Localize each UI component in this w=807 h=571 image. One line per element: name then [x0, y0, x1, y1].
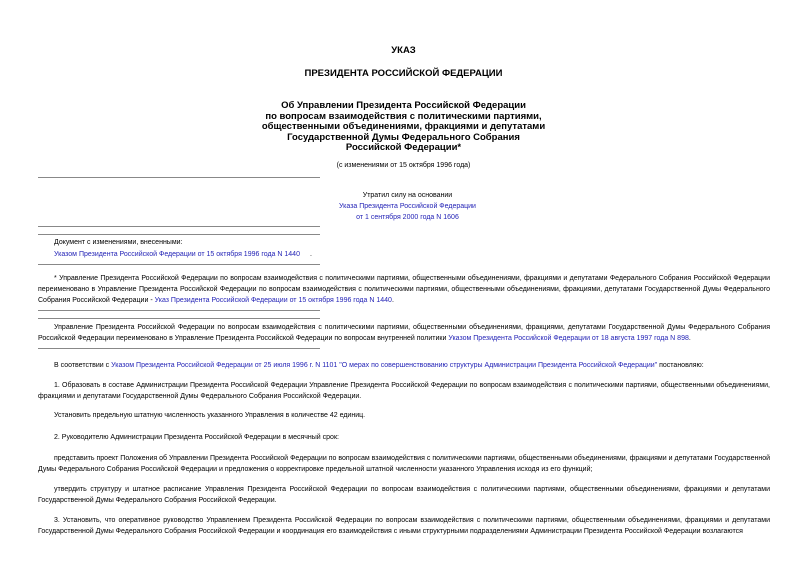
divider — [38, 234, 320, 235]
paragraph-3: 3. Установить, что оперативное руководство Управлением Президента Российской Федерации по вопросам взаимодействия с политическими партиями, общественными объединениями, фракциями и депутатами Государственной Думы Федерального Собрания Российской Федерации и координация его взаимодействия с иными структурными подразделениями Администрации Президента Российской Федерации возлагаются — [38, 517, 770, 535]
title-line: по вопросам взаимодействия с политическими партиями, — [265, 110, 542, 122]
preamble-link-title[interactable]: "О мерах по совершенствованию структуры Администрации Президента Российской Федерации" — [339, 362, 658, 369]
title-line: Российской Федерации* — [345, 142, 462, 154]
title-line: Об Управлении Президента Российской Федерации — [281, 100, 526, 111]
title-line: Государственной Думы Федерального Собрания — [287, 131, 520, 143]
lost-force-link-date[interactable]: от 1 сентября 2000 года N 1606 — [356, 214, 459, 221]
document-page: УКАЗ ПРЕЗИДЕНТА РОССИЙСКОЙ ФЕДЕРАЦИИ Об Управлении Президента Российской Федерации по вопросам взаимодействия с политическими партиями, общественными объединениями, фракциями и депутатами Государственной Думы Федерального Собрания Российской Федерации* (с изменениями от 15 октября 1996 года) Утратил силу на основании Указа Президента Российской Федерации от 1 сентября 2000 года N 1606 Документ с изменениями, внесенными: Указом Президента Российской Федерации от 15 октября 1996 года N 1440 . * Управление Президента Российской Федерации по вопросам взаимодействия с политическими партиями, общественными объединениями, фракциями и депутатами Федерального Собрания Российской Федерации переименовано в Управление Президента Российской Федерации по вопросам взаимодействия с политическими партиями, общественными объединениями, фракциями, депутатами Государственной Думы Федерального Собрания Российской Федерации - Указ Президента Российской Федерации от 15 октября 1996 года N 1440. Управление Президента Российской Федерации по вопросам взаимодействия с политическими партиями, общественными объединениями, фракциями, депутатами Государственной Думы Федерального Собрания Российской Федерации переименовано в Управление Президента Российской Федерации по вопросам внутренней политики Указом Президента Российской Федерации от 18 августа 1997 года N 898. В соответствии с Указом Президента Российской Федерации от 25 июля 1996 г. N 1101 "О мерах по совершенствованию структуры Администрации Президента Российской Федерации" постановляю: 1. Образовать в составе Администрации Президента Российской Федерации Управление Президента Российской Федерации по вопросам взаимодействия с политическими партиями, общественными объединениями, фракциями и депутатами Государственной Думы Федерального Собрания Российской Федерации. Установить предельную штатную численность указанного Управления в количестве 42 единиц. 2. Руководителю Администрации Президента Российской Федерации в месячный срок: представить проект Положения об Управлении Президента Российской Федерации по вопросам взаимодействия с политическими партиями, общественными объединениями, фракциями и депутатами Государственной Думы Федерального Собрания Российской Федерации и предложения о корректировке предельной штатной численности указанного Управления исходя из его функций; утвердить структуру и штатное расписание Управления Президента Российской Федерации по вопросам взаимодействия с политическими партиями, общественными объединениями, фракциями и депутатами Государственной Думы Федерального Собрания Российской Федерации. 3. Установить, что оперативное руководство Управлением Президента Российской Федерации по вопросам взаимодействия с политическими партиями, общественными объединениями, фракциями и депутатами Государственной Думы Федерального Собрания Российской Федерации и координация его взаимодействия с иными структурными подразделениями Администрации Президента Российской Федерации возлагаются — [0, 0, 807, 571]
preamble-link-decree[interactable]: Указом Президента Российской Федерации от 25 июля 1996 г. N 1101 — [111, 362, 338, 369]
divider — [38, 226, 320, 227]
paragraph-2b: утвердить структуру и штатное расписание Управления Президента Российской Федерации по вопросам взаимодействия с политическими партиями, общественными объединениями, фракциями и депутатами Государственной Думы Федерального Собрания Российской Федерации. — [38, 486, 770, 504]
decree-issuer: ПРЕЗИДЕНТА РОССИЙСКОЙ ФЕДЕРАЦИИ — [304, 68, 503, 79]
changes-label: Документ с изменениями, внесенными: — [54, 239, 183, 246]
paragraph-1: 1. Образовать в составе Администрации Президента Российской Федерации Управление Президента Российской Федерации по вопросам взаимодействия с политическими партиями, общественными объединениями, фракциями и депутатами Государственной Думы Федерального Собрания Российской Федерации. — [38, 382, 770, 400]
rename-note-link[interactable]: Указом Президента Российской Федерации от 18 августа 1997 года N 898 — [448, 335, 689, 342]
rename-note-text: Управление Президента Российской Федерации по вопросам взаимодействия с политическими партиями, общественными объединениями, фракциями, депутатами Государственной Думы Федерального Собрания Российской Федерации переименовано в Управление Президента Российской Федерации по вопросам внутренней политики — [38, 324, 770, 342]
preamble-prefix: В соответствии с — [54, 362, 112, 369]
footnote: * Управление Президента Российской Федерации по вопросам взаимодействия с политическими партиями, общественными объединениями, фракциями и депутатами Федерального Собрания Российской Федерации переименовано в Управление Президента Российской Федерации по вопросам взаимодействия с политическими партиями, общественными объединениями, фракциями, депутатами Государственной Думы Федерального Собрания Российской Федерации - Указ Президента Российской Федерации от 15 октября 1996 года N 1440. — [38, 275, 770, 304]
paragraph-1b: Установить предельную штатную численность указанного Управления в количестве 42 единиц. — [54, 412, 366, 419]
lost-force-text: Утратил силу на основании — [362, 192, 453, 199]
divider — [38, 177, 320, 178]
rename-note: Управление Президента Российской Федерации по вопросам взаимодействия с политическими партиями, общественными объединениями, фракциями, депутатами Государственной Думы Федерального Собрания Российской Федерации переименовано в Управление Президента Российской Федерации по вопросам внутренней политики Указом Президента Российской Федерации от 18 августа 1997 года N 898. — [38, 324, 770, 342]
divider — [38, 348, 320, 349]
preamble-suffix: постановляю: — [657, 362, 704, 369]
footnote-link[interactable]: Указ Президента Российской Федерации от 15 октября 1996 года N 1440 — [154, 297, 392, 304]
title-line: общественными объединениями, фракциями и депутатами — [261, 121, 546, 133]
footnote-text: * Управление Президента Российской Федерации по вопросам взаимодействия с политическими партиями, общественными объединениями, фракциями и депутатами Федерального Собрания Российской Федерации переименовано в Управление Президента Российской Федерации по вопросам взаимодействия с политическими партиями, общественными объединениями, фракциями, депутатами Государственной Думы Федерального Собрания Российской Федерации - — [38, 275, 770, 304]
divider — [38, 318, 320, 319]
divider — [38, 264, 320, 265]
divider — [38, 310, 320, 311]
decree-title — [0, 101, 807, 154]
amendments-note: (с изменениями от 15 октября 1996 года) — [336, 162, 471, 169]
preamble — [38, 360, 770, 371]
lost-force-link[interactable]: Указа Президента Российской Федерации — [339, 203, 476, 210]
paragraph-2: 2. Руководителю Администрации Президента Российской Федерации в месячный срок: — [54, 434, 339, 441]
lost-force-note — [300, 190, 515, 223]
decree-heading: УКАЗ — [391, 45, 416, 56]
changes-link[interactable]: Указом Президента Российской Федерации от 15 октября 1996 года N 1440 — [54, 251, 300, 258]
paragraph-2a: представить проект Положения об Управлении Президента Российской Федерации по вопросам взаимодействия с политическими партиями, общественными объединениями, фракциями и депутатами Государственной Думы Федерального Собрания Российской Федерации и предложения о корректировке предельной штатной численности указанного Управления исходя из его функций; — [38, 455, 770, 473]
